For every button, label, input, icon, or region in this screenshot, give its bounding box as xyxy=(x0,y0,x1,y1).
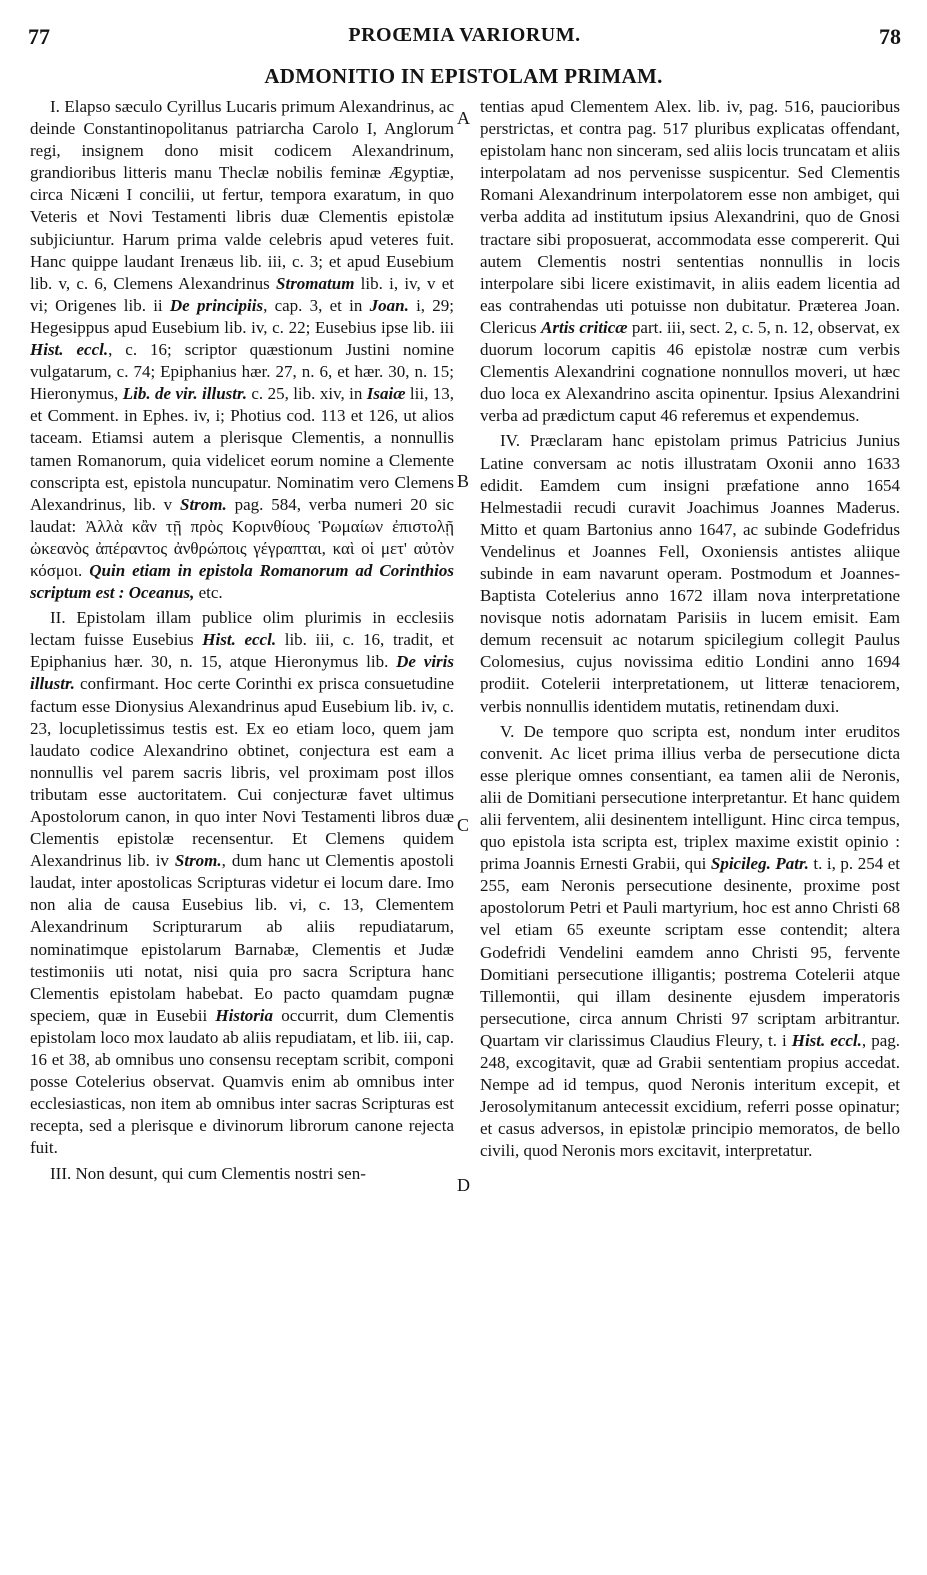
margin-letter-a: A xyxy=(457,108,470,128)
right-column xyxy=(480,96,900,1536)
left-column xyxy=(30,96,454,1536)
paragraph-5: V. De tempore quo scripta est, nondum inter eruditos convenit. Ac licet prima illius verba de persecutione dicta esse plerique omnes consentiant, ea tamen alii de Neronis, alii de Domitiani persecutione interpretantur. Et hanc quidem alii ferventem, alii desinentem intelligunt. Hinc circa tempus, quo epistola ista scripta est, triplex maxime existit opinio : prima Joannis Ernesti Grabii, qui Spicileg. Patr. t. i, p. 254 et 255, eam Neronis persecutione desinente, proxime post apostolorum Petri et Pauli martyrium, hoc est anno Christi 68 vel etiam 65 exeunte scriptam esse contendit; altera Godefridi Vendelini eamdem anno Christi 95, fervente Domitiani persecutione illigantis; postrema Cotelerii atque Tillemontii, qui illam desinente ejusdem imperatoris persecutione, circa annum Christi 97 scriptam arbitrantur. Quartam vir clarissimus Claudius Fleury, t. i Hist. eccl., pag. 248, excogitavit, quæ ad Grabii sententiam propius accedat. Nempe ad id tempus, quod Neronis interitum excepit, et Jerosolymitanum antecessit excidium, referri posse opinatur; et casus adversos, in epistolæ principio memoratos, de bello civili, quod Neronis mors excitavit, interpretatur. xyxy=(480,721,900,1161)
paragraph-1: I. Elapso sæculo Cyrillus Lucaris primum Alexandrinus, ac deinde Constantinopolitanus patriarcha Carolo I, Anglorum regi, insignem dono misit codicem Alexandrinum, grandioribus litteris manu Theclæ nobilis feminæ Ægyptiæ, circa Nicæni I concilii, ut fertur, tempora exaratum, in quo Veteris et Novi Testamenti libris duæ Clementis epistolæ subjiciuntur. Harum prima valde celebris apud veteres fuit. Hanc quippe laudant Irenæus lib. iii, c. 3; et apud Eusebium lib. v, c. 6, Clemens Alexandrinus Stromatum lib. i, iv, v et vi; Origenes lib. ii De principiis, cap. 3, et in Joan. i, 29; Hegesippus apud Eusebium lib. iv, c. 22; Eusebius ipse lib. iii Hist. eccl., c. 16; scriptor quæstionum Justini nomine vulgatarum, c. 74; Epiphanius hær. 27, n. 6, et hær. 30, n. 15; Hieronymus, Lib. de vir. illustr. c. 25, lib. xiv, in Isaiæ lii, 13, et Comment. in Ephes. iv, i; Photius cod. 113 et 126, ut alios taceam. Etiamsi autem a plerisque Clementis, a nonnullis tamen Romanorum, quia videlicet eorum nomine a Clemente conscripta est, epistola nuncupatur. Nominatim vero Clemens Alexandrinus, lib. v Strom. pag. 584, verba numeri 20 sic laudat: Ἀλλὰ κἂν τῇ πρὸς Κορινθίους Ῥωμαίων ἐπιστολῇ ὠκεανὸς ἀπέραντος ἀνθρώποις γέγραπται, καὶ οἱ μετ' αὐτὸν κόσμοι. Quin etiam in epistola Romanorum ad Corinthios scriptum est : Oceanus, etc. xyxy=(30,97,454,603)
running-title: PROŒMIA VARIORUM. xyxy=(348,24,581,46)
paragraph-continuation: tentias apud Clementem Alex. lib. iv, pag. 516, paucioribus perstrictas, et contra pag. 517 pluribus explicatas offendant, epistolam hanc non sinceram, sed aliis locis truncatam et aliis interpolatam ad nos pervenisse suspicentur. Sed Clementis Romani Alexandrinum interpolatorem esse non ambiget, qui verba addita ad institutum ipsius Alexandrini, quo de Gnosi tractare sibi proposuerat, accommodata esse compererit. Qui autem Clementis nostri sententias nonnullis in locis interpolare sibi licere existimavit, in aliis eadem licentia ad eas contrahendas uti potuisse non dubitatur. Præterea Joan. Clericus Artis criticæ part. iii, sect. 2, c. 5, n. 12, observat, ex duorum locorum capitis 46 epistolæ nostræ cum verbis Clementis Alexandrini cognatione nonnullos moveri, ut hæc duo loca ex Alexandrino ascita opinentur. Ipsius Alexandrini verba ad prædictum caput 46 referemus et expendemus. xyxy=(480,97,900,426)
running-header xyxy=(28,14,901,54)
margin-letter-b: B xyxy=(457,471,470,491)
paragraph-4: IV. Præclaram hanc epistolam primus Patricius Junius Latine conversam ac notis illustratam Oxonii anno 1633 edidit. Eamdem cum insigni præfatione anno 1654 Helmestadii recudi curavit Joachimus Joannes Maderus. Mitto et quam Bartonius anno 1647, ac subinde Godefridus Vendelinus et Joannes Fell, Oxoniensis antistes aliique subinde in eam navarunt operam. Postmodum et Joannes-Baptista Cotelerius anno 1672 illam nova interpretatione novisque notis adornatam Parisiis in lucem emisit. Eam demum recensuit ac notarum spicilegium collegit Paulus Colomesius, cujus novissima editio Londini anno 1694 prodiit. Cotelerii interpretationem, ut litteræ tenaciorem, verbis nonnullis identidem mutatis, retinendam duxi. xyxy=(480,431,900,716)
page-number-right: 78 xyxy=(879,24,901,49)
paragraph-3: III. Non desunt, qui cum Clementis nostri sen- xyxy=(50,1163,366,1183)
margin-letter-c: C xyxy=(457,815,470,835)
paragraph-2: II. Epistolam illam publice olim plurimis in ecclesiis lectam fuisse Eusebius Hist. eccl. lib. iii, c. 16, tradit, et Epiphanius hær. 30, n. 15, atque Hieronymus lib. De viris illustr. confirmant. Hoc certe Corinthi ex prisca consuetudine factum esse Dionysius Alexandrinus apud Eusebium lib. iv, c. 23, locupletissimus testis est. Ex eo etiam loco, quem jam laudato codice Alexandrino obtinet, conjectura est eam a nonnullis vel parem sacris libris, vel proximam post illos tributam esse auctoritatem. Cui conjecturæ favet ultimus Apostolorum canon, in quo inter Novi Testamenti libros duæ Clementis epistolæ recensentur. Et Clemens quidem Alexandrinus lib. iv Strom., dum hanc ut Clementis apostoli laudat, inter apostolicas Scripturas videtur ei locum dare. Imo non alia de causa Eusebius lib. vi, c. 13, Clementem Alexandrinum Scripturarum ab aliis repudiatarum, nominatimque epistolarum Barnabæ, Clementis et Judæ testimoniis uti notat, nisi quia pro sacra Scriptura hanc Clementis epistolam habebat. Eo pacto quamdam pugnæ speciem, quæ in Eusebii Historia occurrit, dum Clementis epistolam loco mox laudato ab aliis repudiatam, et lib. iii, cap. 16 et 38, ab omnibus uno consensu receptam scribit, componi posse Cotelerius observat. Quamvis enim ab omnibus inter ecclesiasticas, non item ab omnibus inter sacras Scripturas est recepta, sed a plerisque e divinorum librorum canone rejecta fuit. xyxy=(30,608,454,1158)
margin-letter-d: D xyxy=(457,1175,470,1195)
section-title: ADMONITIO IN EPISTOLAM PRIMAM. xyxy=(264,64,663,88)
page-number-left: 77 xyxy=(28,24,50,49)
